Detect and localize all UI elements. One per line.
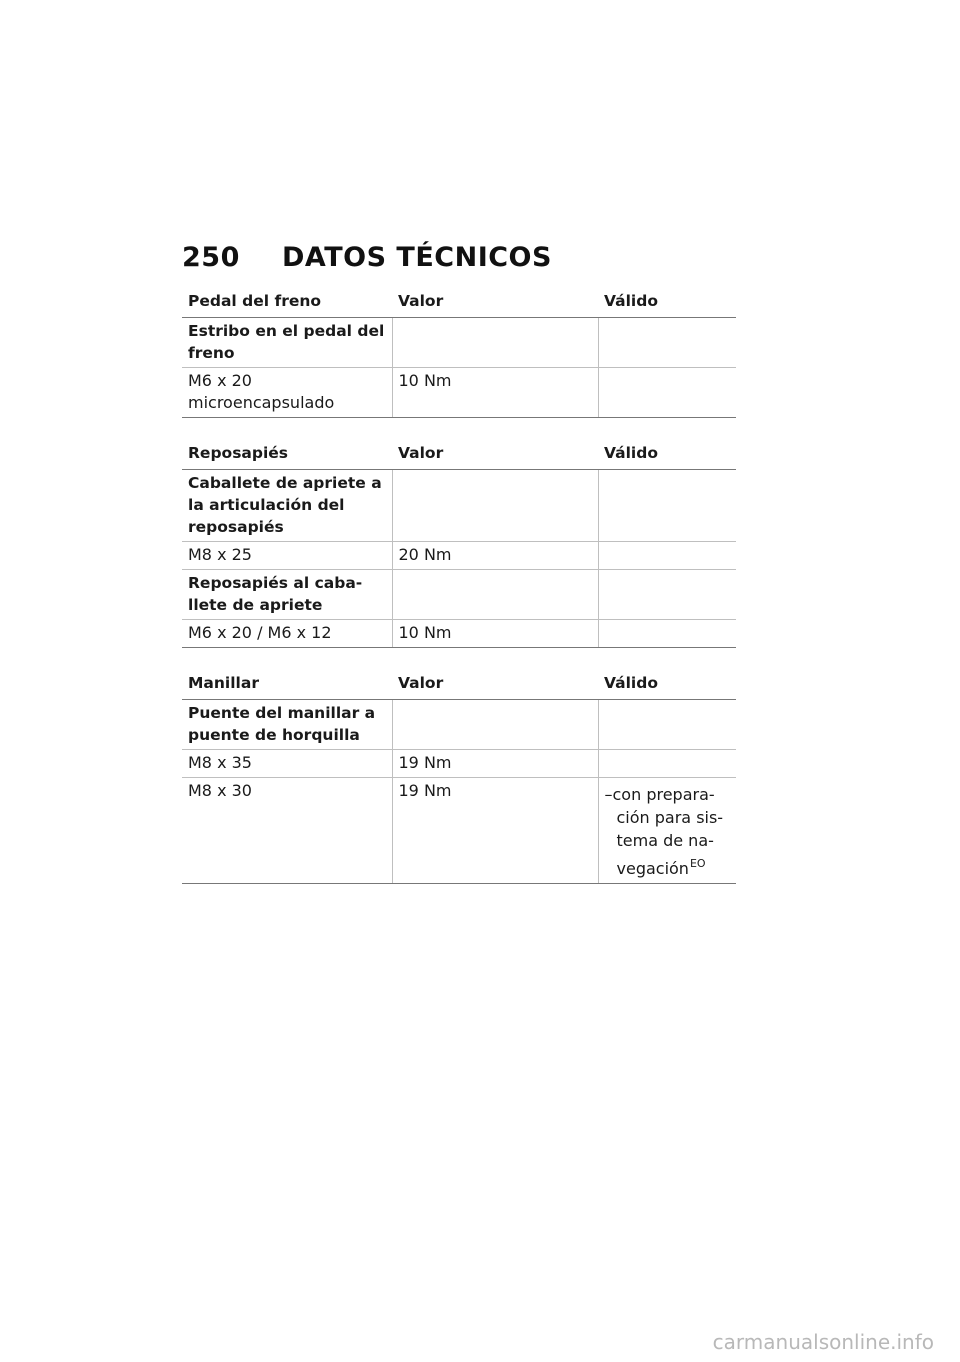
group-label: Estribo en el pedal del freno bbox=[182, 318, 392, 368]
table-row bbox=[182, 318, 736, 368]
torque-value: 19 Nm bbox=[392, 750, 598, 778]
valid-cell bbox=[598, 750, 736, 778]
table-header-row bbox=[182, 286, 736, 318]
value-cell bbox=[392, 570, 598, 620]
column-header-component: Pedal del freno bbox=[182, 286, 392, 318]
page-header bbox=[182, 242, 552, 273]
value-cell bbox=[392, 700, 598, 750]
screw-spec: M8 x 30 bbox=[182, 778, 392, 884]
column-header-value: Valor bbox=[392, 286, 598, 318]
spec-tables bbox=[182, 286, 736, 904]
column-header-value: Valor bbox=[392, 668, 598, 700]
spec-table-handlebar bbox=[182, 668, 736, 884]
column-header-component: Manillar bbox=[182, 668, 392, 700]
group-label: Reposapiés al caba-llete de apriete bbox=[182, 570, 392, 620]
page-number: 250 bbox=[182, 242, 240, 273]
table-row bbox=[182, 700, 736, 750]
torque-value: 10 Nm bbox=[392, 368, 598, 418]
table-header-row bbox=[182, 668, 736, 700]
screw-spec: M6 x 20 microencapsulado bbox=[182, 368, 392, 418]
group-label: Caballete de apriete a la articulación del reposapiés bbox=[182, 470, 392, 542]
valid-cell bbox=[598, 570, 736, 620]
page-title: DATOS TÉCNICOS bbox=[282, 242, 552, 273]
value-cell bbox=[392, 470, 598, 542]
table-row bbox=[182, 542, 736, 570]
screw-spec: M8 x 25 bbox=[182, 542, 392, 570]
valid-cell bbox=[598, 318, 736, 368]
watermark-text: carmanualsonline.info bbox=[712, 1330, 934, 1354]
torque-value: 20 Nm bbox=[392, 542, 598, 570]
spec-table-footrest bbox=[182, 438, 736, 648]
table-header-row bbox=[182, 438, 736, 470]
validity-note bbox=[605, 780, 731, 880]
table-row bbox=[182, 778, 736, 884]
torque-value: 19 Nm bbox=[392, 778, 598, 884]
valid-cell bbox=[598, 620, 736, 648]
valid-cell bbox=[598, 700, 736, 750]
screw-spec: M6 x 20 / M6 x 12 bbox=[182, 620, 392, 648]
value-cell bbox=[392, 318, 598, 368]
table-row bbox=[182, 570, 736, 620]
column-header-valid: Válido bbox=[598, 438, 736, 470]
torque-value: 10 Nm bbox=[392, 620, 598, 648]
table-row bbox=[182, 470, 736, 542]
table-row bbox=[182, 750, 736, 778]
valid-cell bbox=[598, 470, 736, 542]
valid-cell bbox=[598, 368, 736, 418]
group-label: Puente del manillar a puente de horquilla bbox=[182, 700, 392, 750]
screw-spec: M8 x 35 bbox=[182, 750, 392, 778]
table-row bbox=[182, 620, 736, 648]
column-header-value: Valor bbox=[392, 438, 598, 470]
column-header-valid: Válido bbox=[598, 286, 736, 318]
valid-cell bbox=[598, 778, 736, 884]
note-text: con prepara-ción para sis-tema de na-vegación bbox=[612, 785, 724, 878]
column-header-component: Reposapiés bbox=[182, 438, 392, 470]
note-dash: – bbox=[604, 785, 613, 804]
table-row bbox=[182, 368, 736, 418]
valid-cell bbox=[598, 542, 736, 570]
spec-table-brake-pedal bbox=[182, 286, 736, 418]
column-header-valid: Válido bbox=[598, 668, 736, 700]
note-superscript: EO bbox=[689, 857, 706, 870]
